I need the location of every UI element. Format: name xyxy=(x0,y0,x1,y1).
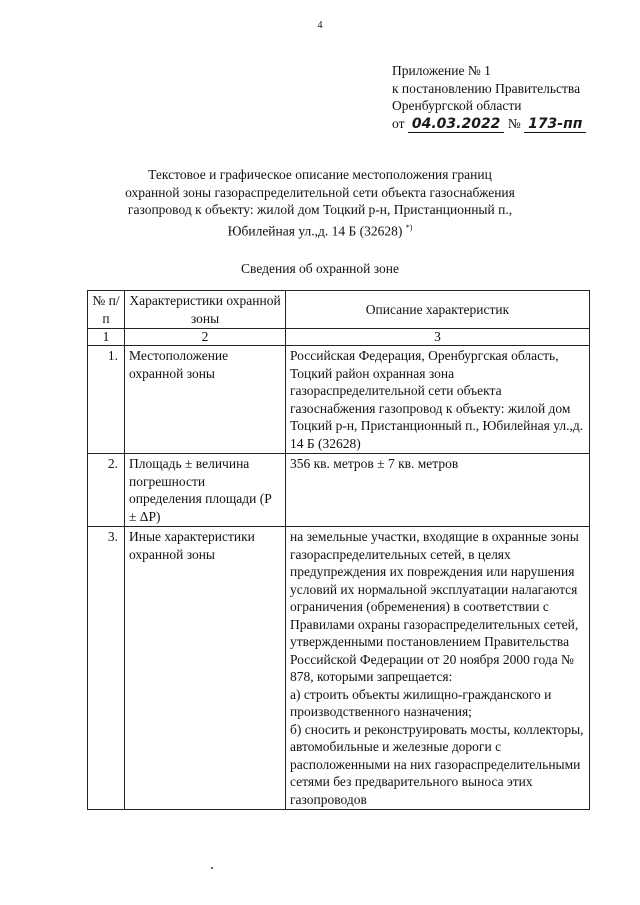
section-subtitle: Сведения об охранной зоне xyxy=(241,261,399,276)
appendix-block xyxy=(392,62,632,133)
date-prefix: от xyxy=(392,115,405,131)
header-description: Описание характеристик xyxy=(286,291,590,329)
title-line-2: охранной зоны газораспределительной сети объекта газоснабжения xyxy=(125,184,515,200)
appendix-title: Приложение № 1 xyxy=(392,63,491,78)
index-cell-2: 2 xyxy=(125,329,286,346)
header-characteristic: Характеристики охранной зоны xyxy=(125,291,286,329)
table-row xyxy=(88,346,590,454)
row-characteristic: Местоположение охранной зоны xyxy=(125,346,286,454)
page-number: 4 xyxy=(317,20,323,31)
title-line-4-text: Юбилейная ул.,д. 14 Б (32628) xyxy=(227,223,403,238)
handwritten-number: 173-пп xyxy=(524,117,586,133)
handwritten-date: 04.03.2022 xyxy=(408,117,505,133)
title-line-3: газопровод к объекту: жилой дом Тоцкий р-н, Пристанционный п., xyxy=(127,202,513,217)
row-characteristic: Площадь ± величина погрешности определения площади (P ± ΔP) xyxy=(125,454,286,527)
table-row xyxy=(88,527,590,810)
title-line-4 xyxy=(80,219,560,240)
restriction-item-a: а) строить объекты жилищно-гражданского и производственного назначения; xyxy=(290,686,552,719)
appendix-date-line xyxy=(392,115,632,133)
document-title xyxy=(80,166,560,240)
table-header-row xyxy=(88,291,590,329)
number-sign: № xyxy=(507,115,521,131)
header-num: № п/п xyxy=(88,291,125,329)
row-num: 1. xyxy=(88,346,125,454)
scan-speck xyxy=(211,867,213,869)
index-cell-3: 3 xyxy=(286,329,590,346)
row-num: 3. xyxy=(88,527,125,810)
row-characteristic: Иные характеристики охранной зоны xyxy=(125,527,286,810)
row-num: 2. xyxy=(88,454,125,527)
table-index-row xyxy=(88,329,590,346)
table-row xyxy=(88,454,590,527)
title-line-1: Текстовое и графическое описание местоположения границ xyxy=(148,167,492,182)
protection-zone-table xyxy=(87,290,590,810)
restriction-item-b: б) сносить и реконструировать мосты, коллекторы, автомобильные и железные дороги с расположенными на них газораспределительными сетями без предварительного выноса этих газопроводов xyxy=(290,721,584,807)
row-description: 356 кв. метров ± 7 кв. метров xyxy=(286,454,590,527)
row-description: Российская Федерация, Оренбургская область, Тоцкий район охранная зона газораспределительной сети объекта газоснабжения газопровод к объекту: жилой дом Тоцкий р-н, Пристанционный п., Юбилейная ул.,д. 14 Б (32628) xyxy=(286,346,590,454)
index-cell-1: 1 xyxy=(88,329,125,346)
appendix-region-line: Оренбургской области xyxy=(392,98,522,113)
footnote-mark: *) xyxy=(405,222,413,232)
appendix-resolution-line: к постановлению Правительства xyxy=(392,80,581,96)
restriction-intro: на земельные участки, входящие в охранные зоны газораспределительных сетей, в целях предупреждения их повреждения или нарушения условий их нормальной эксплуатации налагаются ограничения (обременения) в соответствии с Правилами охраны газораспределительных сетей, утвержденными постановлением Правительства Российской Федерации от 20 ноября 2000 года № 878, которыми запрещается: xyxy=(290,529,579,684)
row-description xyxy=(286,527,590,810)
